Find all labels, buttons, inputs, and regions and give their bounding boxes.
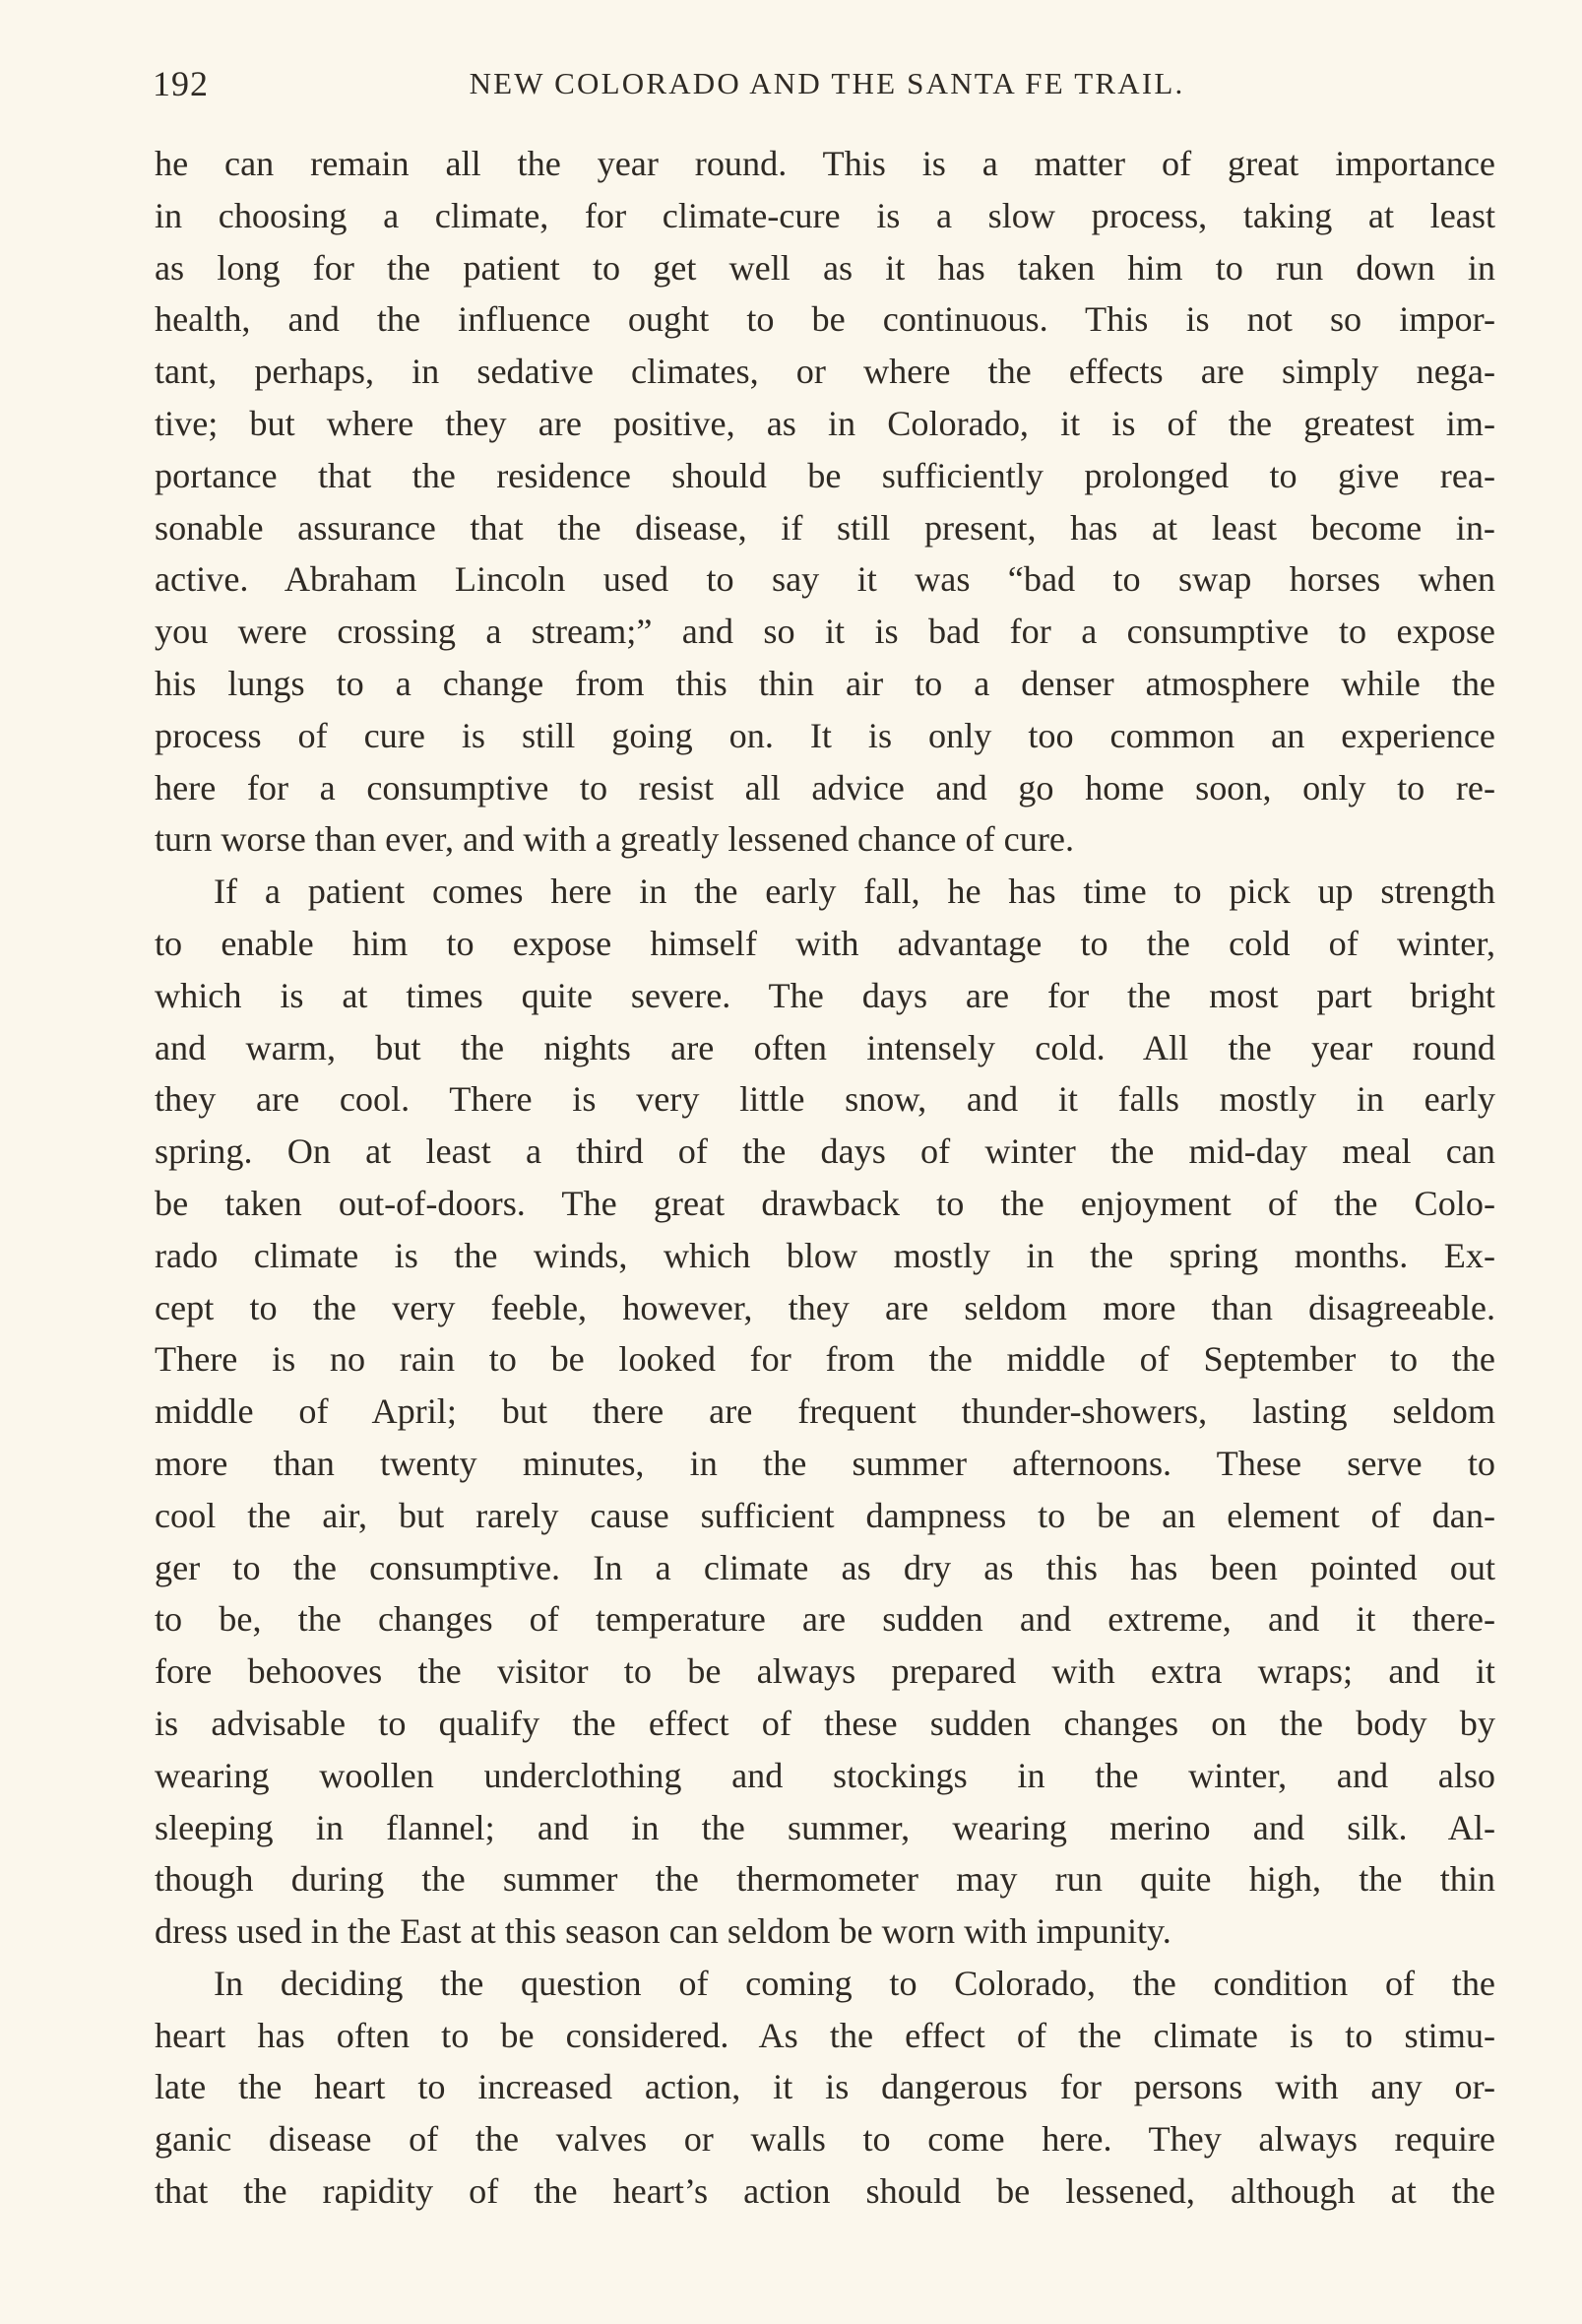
text-line: is advisable to qualify the effect of these sudden changes on the body by bbox=[155, 1703, 1495, 1743]
text-line: fore behooves the visitor to be always prepared with extra wraps; and it bbox=[155, 1651, 1495, 1692]
text-line: process of cure is still going on. It is only too common an experience bbox=[155, 715, 1495, 755]
text-line: cept to the very feeble, however, they are seldom more than disagreeable. bbox=[155, 1287, 1495, 1327]
text-line: that the rapidity of the heart’s action should be lessened, although at the bbox=[155, 2171, 1495, 2212]
text-line: middle of April; but there are frequent thunder-showers, lasting seldom bbox=[155, 1391, 1495, 1432]
text-line: they are cool. There is very little snow, and it falls mostly in early bbox=[155, 1079, 1495, 1120]
text-line: active. Abraham Lincoln used to say it was “bad to swap horses when bbox=[155, 559, 1495, 600]
text-line: as long for the patient to get well as it has taken him to run down in bbox=[155, 247, 1495, 288]
text-line: If a patient comes here in the early fall, he has time to pick up strength bbox=[214, 872, 1495, 912]
text-line: which is at times quite severe. The days are for the most part bright bbox=[155, 975, 1495, 1015]
text-line: health, and the influence ought to be continuous. This is not so impor- bbox=[155, 299, 1495, 340]
text-line: sleeping in flannel; and in the summer, wearing merino and silk. Al- bbox=[155, 1807, 1495, 1847]
text-line: his lungs to a change from this thin air to a denser atmosphere while the bbox=[155, 663, 1495, 703]
text-line: to enable him to expose himself with advantage to the cold of winter, bbox=[155, 923, 1495, 963]
text-line: and warm, but the nights are often intensely cold. All the year round bbox=[155, 1027, 1495, 1067]
running-title: NEW COLORADO AND THE SANTA FE TRAIL. bbox=[469, 66, 1185, 100]
text-line: here for a consumptive to resist all advice and go home soon, only to re- bbox=[155, 767, 1495, 807]
text-line: you were crossing a stream;” and so it is bad for a consumptive to expose bbox=[155, 612, 1495, 652]
text-line: cool the air, but rarely cause sufficient dampness to be an element of dan- bbox=[155, 1495, 1495, 1535]
text-line: ganic disease of the valves or walls to come here. They always require bbox=[155, 2119, 1495, 2160]
text-line: heart has often to be considered. As the effect of the climate is to stimu- bbox=[155, 2015, 1495, 2055]
text-line: late the heart to increased action, it is dangerous for persons with any or- bbox=[155, 2067, 1495, 2107]
text-line: spring. On at least a third of the days of winter the mid-day meal can bbox=[155, 1131, 1495, 1172]
text-line: In deciding the question of coming to Colorado, the condition of the bbox=[214, 1963, 1495, 2003]
text-line: wearing woollen underclothing and stockings in the winter, and also bbox=[155, 1755, 1495, 1795]
text-line: be taken out-of-doors. The great drawback to the enjoyment of the Colo- bbox=[155, 1183, 1495, 1223]
text-line: portance that the residence should be sufficiently prolonged to give rea- bbox=[155, 455, 1495, 495]
page-number: 192 bbox=[153, 64, 209, 103]
text-line: ger to the consumptive. In a climate as dry as this has been pointed out bbox=[155, 1547, 1495, 1587]
text-line: in choosing a climate, for climate-cure is a slow process, taking at least bbox=[155, 195, 1495, 235]
text-line: though during the summer the thermometer may run quite high, the thin bbox=[155, 1859, 1495, 1900]
text-line: sonable assurance that the disease, if still present, has at least become in- bbox=[155, 507, 1495, 548]
text-line: to be, the changes of temperature are sudden and extreme, and it there- bbox=[155, 1599, 1495, 1640]
text-line: rado climate is the winds, which blow mostly in the spring months. Ex- bbox=[155, 1235, 1495, 1275]
running-head bbox=[153, 63, 1501, 114]
text-line: tant, perhaps, in sedative climates, or where the effects are simply nega- bbox=[155, 352, 1495, 392]
text-line: more than twenty minutes, in the summer afternoons. These serve to bbox=[155, 1443, 1495, 1483]
body-text bbox=[155, 138, 1495, 2218]
text-line: turn worse than ever, and with a greatly lessened chance of cure. bbox=[155, 819, 1075, 860]
text-line: dress used in the East at this season can seldom be worn with impunity. bbox=[155, 1911, 1171, 1952]
text-line: he can remain all the year round. This is a matter of great importance bbox=[155, 144, 1495, 183]
text-line: tive; but where they are positive, as in Colorado, it is of the greatest im- bbox=[155, 403, 1495, 443]
text-line: There is no rain to be looked for from the middle of September to the bbox=[155, 1339, 1495, 1380]
